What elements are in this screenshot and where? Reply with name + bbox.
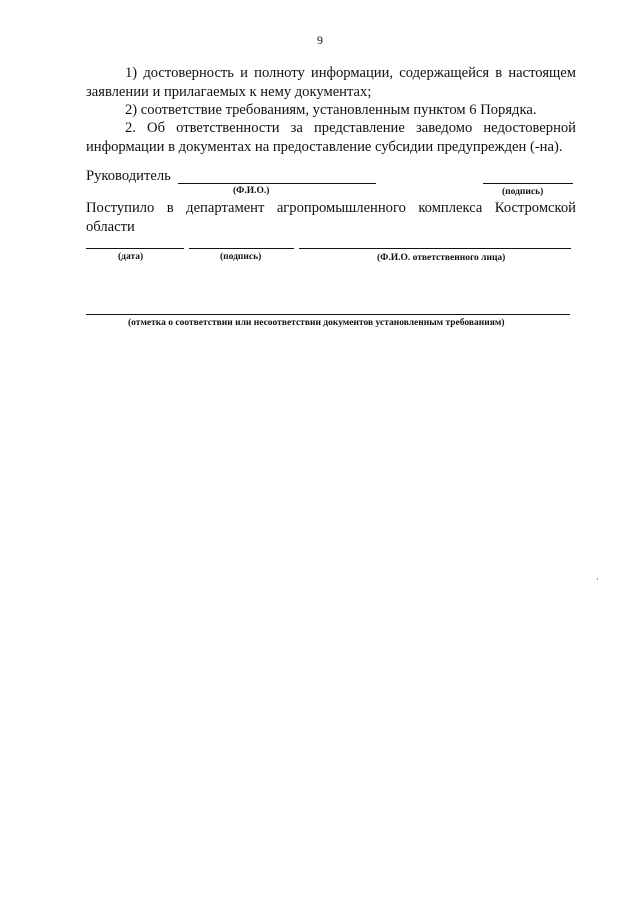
paragraph-item-1: 1) достоверность и полноту информации, содержащейся в настоящем заявлении и прилагаемых к нему документах; [86,65,576,100]
received-text: Поступило в департамент агропромышленного комплекса Костромской области [86,200,576,235]
paragraph-item-2: 2) соответствие требованиям, установленным пунктом 6 Порядка. [125,102,537,118]
head-signature-line [483,183,573,184]
compliance-caption: (отметка о соответствии или несоответствии документов установленным требованиям) [128,318,505,328]
head-signature-caption: (подпись) [502,187,544,197]
head-fio-caption: (Ф.И.О.) [233,186,270,196]
responsible-caption: (Ф.И.О. ответственного лица) [377,253,506,263]
compliance-line [86,314,570,315]
date-line [86,248,184,249]
received-signature-caption: (подпись) [220,252,262,262]
date-caption: (дата) [118,252,144,262]
head-fio-line [178,183,376,184]
received-signature-line [189,248,294,249]
head-label: Руководитель [86,168,171,184]
scan-speck [597,578,598,580]
responsible-line [299,248,571,249]
paragraph-responsibility: 2. Об ответственности за представление заведомо недостоверной информации в документах на предоставление субсидии предупрежден (-на). [86,120,576,155]
page-number: 9 [317,33,323,47]
